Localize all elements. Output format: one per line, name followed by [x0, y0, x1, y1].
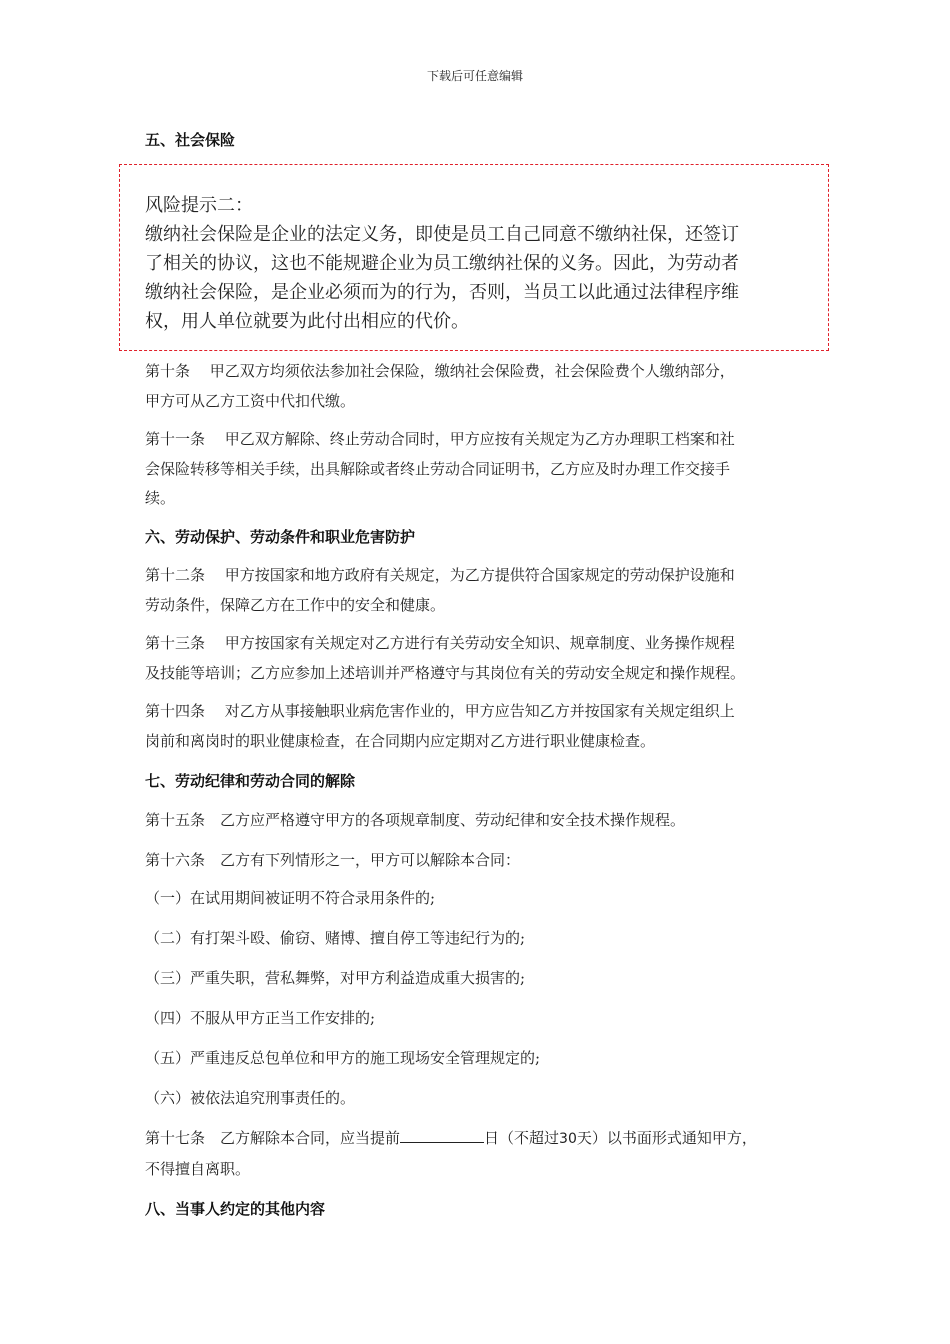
article-line: 甲方可从乙方工资中代扣代缴。	[145, 391, 356, 410]
risk-notice-text	[145, 191, 810, 336]
article-15	[145, 806, 813, 836]
article-11	[145, 425, 813, 514]
list-item	[145, 924, 813, 954]
article-line: 第十二条 甲方按国家和地方政府有关规定，为乙方提供符合国家规定的劳动保护设施和	[145, 566, 735, 584]
article-10	[145, 357, 813, 416]
list-item-text: （一）在试用期间被证明不符合录用条件的;	[145, 889, 436, 907]
risk-notice-title: 风险提示二：	[145, 195, 253, 216]
risk-notice-line: 缴纳社会保险，是企业必须而为的行为，否则，当员工以此通过法律程序维	[145, 282, 739, 303]
article-13	[145, 629, 813, 688]
list-item	[145, 1004, 813, 1034]
article-16	[145, 846, 813, 876]
list-item	[145, 1044, 813, 1074]
list-item	[145, 884, 813, 914]
article-17-mid: 日（不超过	[484, 1129, 560, 1147]
list-item-text: （三）严重失职，营私舞弊，对甲方利益造成重大损害的;	[145, 969, 526, 987]
risk-notice-line: 缴纳社会保险是企业的法定义务，即使是员工自己同意不缴纳社保，还签订	[145, 224, 739, 245]
article-14	[145, 697, 813, 756]
section-7-heading: 七、劳动纪律和劳动合同的解除	[145, 772, 356, 790]
article-line: 第十六条 乙方有下列情形之一，甲方可以解除本合同：	[145, 851, 521, 869]
list-item-text: （二）有打架斗殴、偷窃、赌博、擅自停工等违纪行为的;	[145, 929, 526, 947]
list-item-text: （五）严重违反总包单位和甲方的施工现场安全管理规定的;	[145, 1049, 541, 1067]
article-line: 劳动条件，保障乙方在工作中的安全和健康。	[145, 595, 446, 614]
article-line: 会保险转移等相关手续，出具解除或者终止劳动合同证明书，乙方应及时办理工作交接手	[145, 459, 731, 478]
list-item-text: （六）被依法追究刑事责任的。	[145, 1089, 356, 1107]
article-line: 续。	[145, 489, 176, 507]
article-17-prefix: 第十七条 乙方解除本合同，应当提前	[145, 1129, 401, 1147]
article-line: 岗前和离岗时的职业健康检查，在合同期内应定期对乙方进行职业健康检查。	[145, 731, 656, 750]
risk-notice-line: 了相关的协议，这也不能规避企业为员工缴纳社保的义务。因此，为劳动者	[145, 253, 739, 274]
article-17-suffix: 天）以书面形式通知甲方，	[576, 1129, 757, 1147]
section-8-heading: 八、当事人约定的其他内容	[145, 1200, 326, 1218]
header-note: 下载后可任意编辑	[426, 69, 523, 83]
article-line: 及技能等培训；乙方应参加上述培训并严格遵守与其岗位有关的劳动安全规定和操作规程。	[145, 663, 746, 682]
article-line: 第十三条 甲方按国家有关规定对乙方进行有关劳动安全知识、规章制度、业务操作规程	[145, 634, 735, 652]
notice-days-blank[interactable]	[400, 1128, 484, 1143]
risk-notice-line: 权，用人单位就要为此付出相应的代价。	[145, 311, 469, 332]
article-line: 第十条 甲乙双方均须依法参加社会保险，缴纳社会保险费，社会保险费个人缴纳部分，	[145, 362, 735, 380]
article-line: 第十五条 乙方应严格遵守甲方的各项规章制度、劳动纪律和安全技术操作规程。	[145, 811, 686, 829]
article-17-number: 30	[559, 1131, 577, 1147]
section-5-heading: 五、社会保险	[145, 131, 236, 149]
article-line	[145, 1124, 813, 1155]
list-item-text: （四）不服从甲方正当工作安排的;	[145, 1009, 376, 1027]
section-6-heading: 六、劳动保护、劳动条件和职业危害防护	[145, 528, 416, 546]
article-line: 第十一条 甲乙双方解除、终止劳动合同时，甲方应按有关规定为乙方办理职工档案和社	[145, 430, 735, 448]
article-12	[145, 561, 813, 620]
list-item	[145, 964, 813, 994]
list-item	[145, 1084, 813, 1114]
article-17	[145, 1124, 813, 1184]
article-line: 不得擅自离职。	[145, 1159, 251, 1178]
article-line: 第十四条 对乙方从事接触职业病危害作业的，甲方应告知乙方并按国家有关规定组织上	[145, 702, 735, 720]
